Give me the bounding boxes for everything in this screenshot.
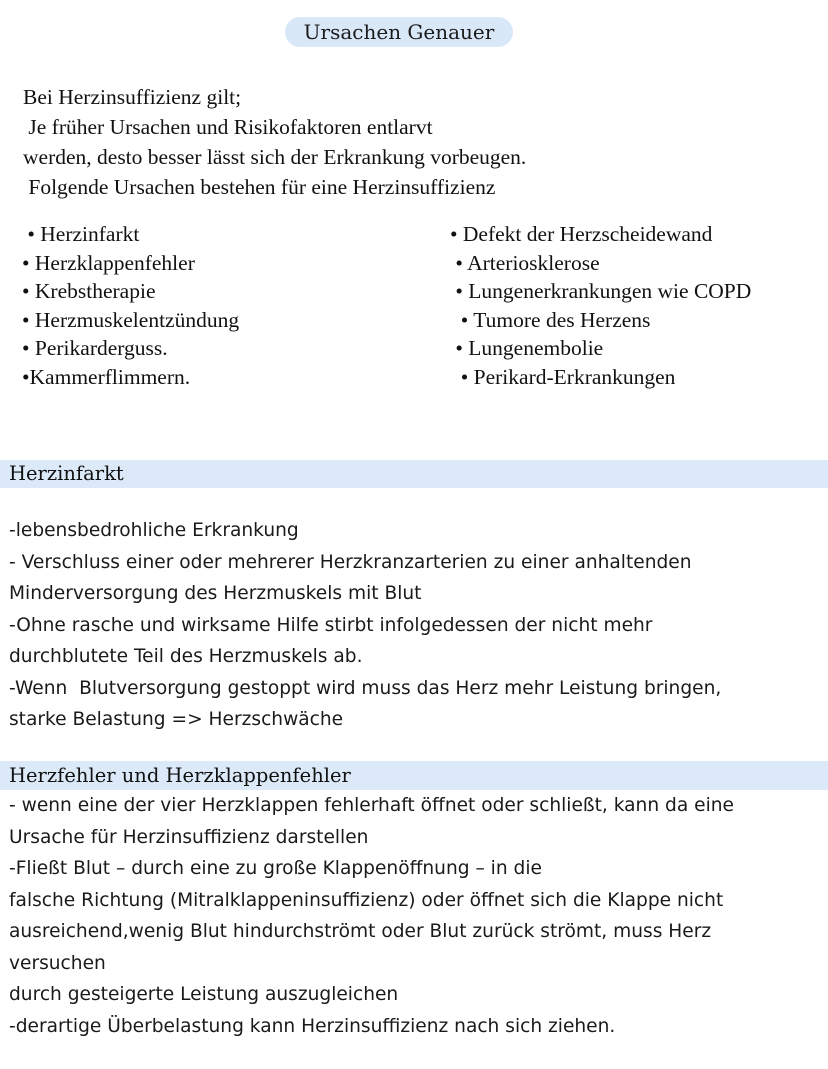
paragraph-line: - Verschluss einer oder mehrerer Herzkranzarterien zu einer anhaltenden — [9, 551, 692, 573]
paragraph-line: -Fließt Blut – durch eine zu große Klappenöffnung – in die — [9, 858, 542, 879]
paragraph-line: starke Belastung => Herzschwäche — [9, 709, 344, 730]
intro-text — [23, 82, 526, 202]
list-item: • Lungenerkrankungen wie COPD — [450, 279, 752, 304]
page-title: Ursachen Genauer — [285, 17, 513, 47]
intro-line: Folgende Ursachen bestehen für eine Herzinsuffizienz — [23, 175, 496, 199]
paragraph-line: Ursache für Herzinsuffizienz darstellen — [9, 826, 369, 848]
causes-list-right — [450, 220, 751, 392]
intro-line: werden, desto besser lässt sich der Erkrankung vorbeugen. — [23, 145, 527, 169]
intro-line: Bei Herzinsuffizienz gilt; — [23, 85, 242, 109]
list-item: • Defekt der Herzscheidewand — [450, 222, 713, 246]
list-item: • Arteriosklerose — [450, 250, 600, 275]
paragraph-line: -Wenn Blutversorgung gestoppt wird muss das Herz mehr Leistung bringen, — [9, 677, 722, 699]
paragraph-line: -derartige Überbelastung kann Herzinsuffizienz nach sich ziehen. — [9, 1015, 616, 1037]
list-item: •Kammerflimmern. — [22, 364, 191, 389]
causes-list-left — [22, 220, 239, 392]
section-body-herzklappenfehler — [9, 790, 734, 1042]
paragraph-line: falsche Richtung (Mitralklappeninsuffizienz) oder öffnet sich die Klappe nicht — [9, 889, 724, 911]
section-heading-herzklappenfehler: Herzfehler und Herzklappenfehler — [0, 761, 828, 790]
paragraph-line: -Ohne rasche und wirksame Hilfe stirbt infolgedessen der nicht mehr — [9, 614, 653, 636]
list-item: • Herzinfarkt — [22, 222, 140, 246]
paragraph-line: durchblutete Teil des Herzmuskels ab. — [9, 646, 363, 667]
paragraph-line: ausreichend,wenig Blut hindurchströmt oder Blut zurück strömt, muss Herz — [9, 921, 712, 942]
list-item: • Krebstherapie — [22, 279, 156, 304]
intro-line: Je früher Ursachen und Risikofaktoren entlarvt — [23, 115, 433, 139]
section-body-herzinfarkt — [9, 515, 721, 736]
paragraph-line: durch gesteigerte Leistung auszugleichen — [9, 984, 399, 1005]
list-item: • Herzmuskelentzündung — [22, 307, 240, 332]
section-heading-herzinfarkt: Herzinfarkt — [0, 460, 828, 488]
list-item: • Tumore des Herzens — [450, 307, 651, 332]
list-item: • Perikard-Erkrankungen — [450, 364, 676, 389]
paragraph-line: Minderversorgung des Herzmuskels mit Blut — [9, 583, 422, 604]
list-item: • Herzklappenfehler — [22, 250, 195, 275]
list-item: • Lungenembolie — [450, 336, 604, 361]
paragraph-line: - wenn eine der vier Herzklappen fehlerhaft öffnet oder schließt, kann da eine — [9, 795, 734, 816]
paragraph-line: -lebensbedrohliche Erkrankung — [9, 520, 299, 541]
list-item: • Perikarderguss. — [22, 336, 168, 361]
paragraph-line: versuchen — [9, 952, 106, 974]
